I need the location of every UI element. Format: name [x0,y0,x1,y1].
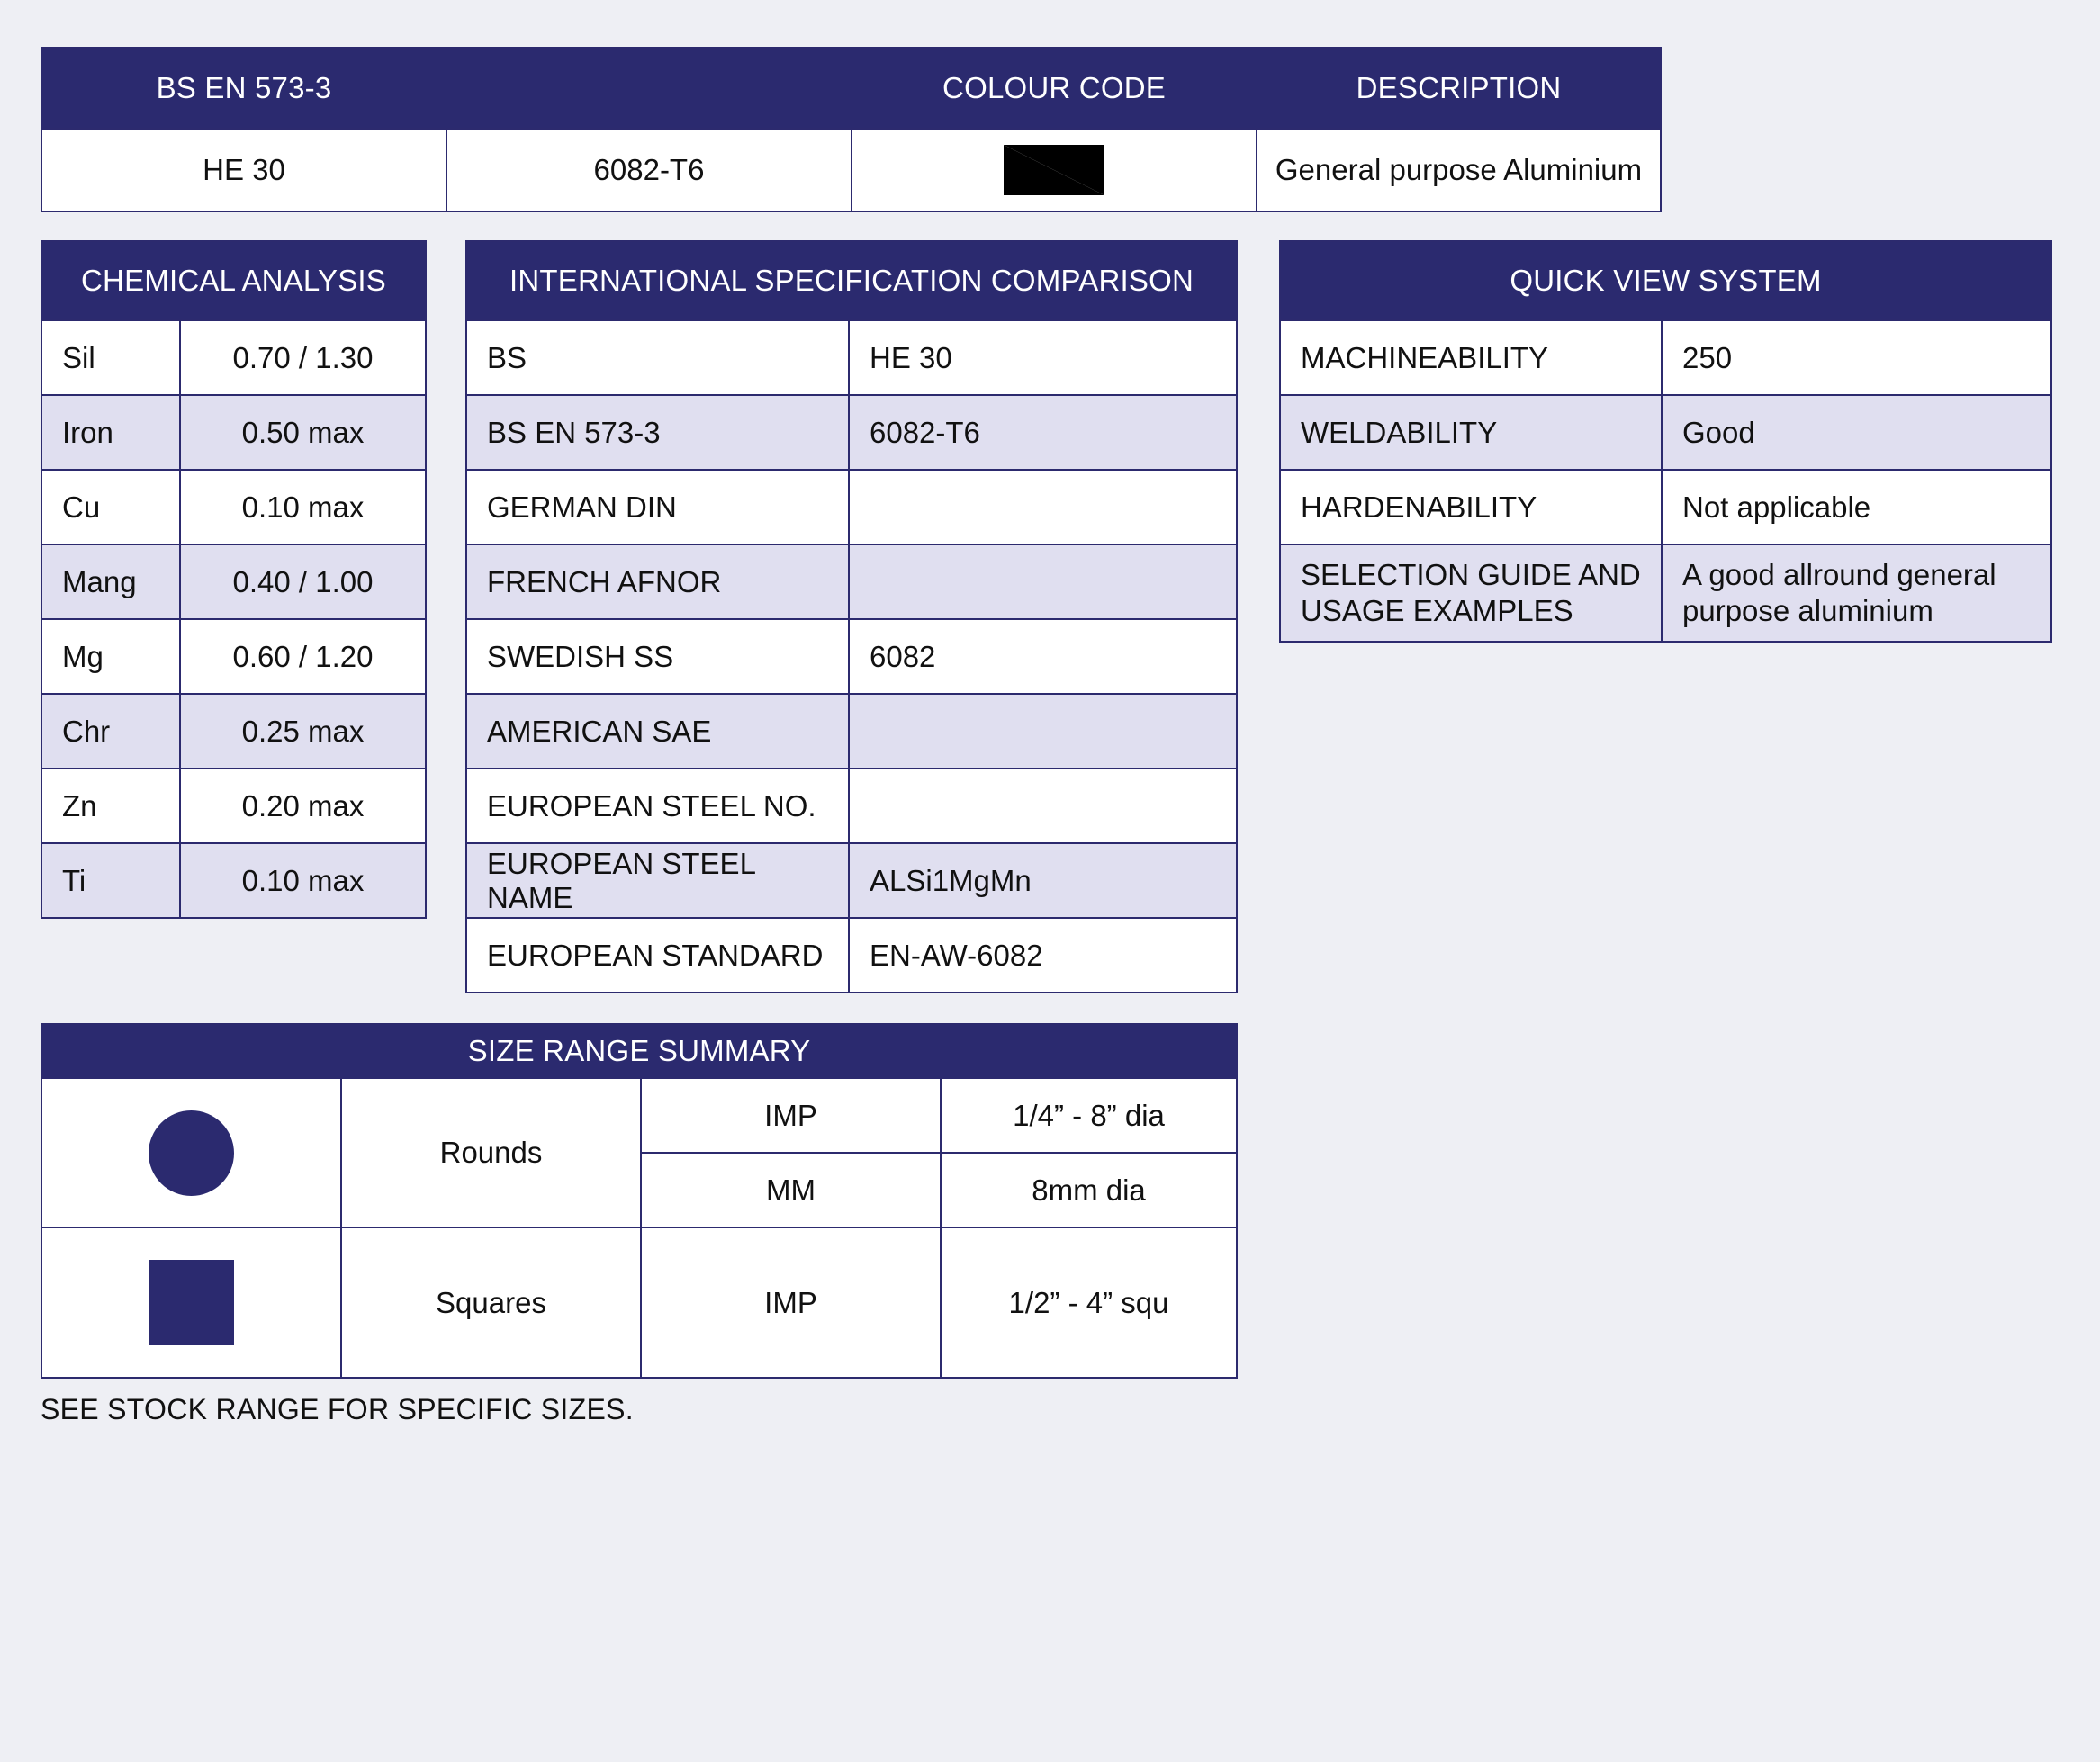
table-row [41,769,426,843]
rounds-imp-unit: IMP [641,1078,941,1153]
header-colour-code: COLOUR CODE [852,48,1257,129]
header-blank [446,48,852,129]
table-row [1280,395,2051,470]
colour-code-cell [852,129,1257,211]
table-row [1280,320,2051,395]
round-bar-icon [149,1110,234,1196]
international-spec-title: INTERNATIONAL SPECIFICATION COMPARISON [466,241,1237,320]
chemical-analysis-title: CHEMICAL ANALYSIS [41,241,426,320]
squares-imp-unit: IMP [641,1227,941,1378]
element-value: 0.50 max [180,395,426,470]
element-value: 0.10 max [180,843,426,918]
element-name: Zn [41,769,180,843]
element-value: 0.10 max [180,470,426,544]
property-name: MACHINEABILITY [1280,320,1662,395]
element-name: Mang [41,544,180,619]
size-range-title: SIZE RANGE SUMMARY [41,1024,1237,1078]
table-row [466,694,1237,769]
spec-value: HE 30 [849,320,1237,395]
table-row [466,918,1237,993]
grade-value: HE 30 [41,129,446,211]
rounds-mm-range: 8mm dia [941,1153,1237,1227]
property-name: SELECTION GUIDE AND USAGE EXAMPLES [1280,544,1662,642]
element-value: 0.20 max [180,769,426,843]
spec-value [849,769,1237,843]
table-row [466,619,1237,694]
property-name: WELDABILITY [1280,395,1662,470]
chemical-analysis-table [41,240,427,919]
table-row [466,320,1237,395]
table-row [466,470,1237,544]
rounds-label: Rounds [341,1078,641,1227]
property-value: Good [1662,395,2051,470]
spec-value: EN-AW-6082 [849,918,1237,993]
spec-name: EUROPEAN STEEL NAME [466,843,849,918]
spec-name: BS [466,320,849,395]
property-value: 250 [1662,320,2051,395]
table-row [41,544,426,619]
element-name: Chr [41,694,180,769]
element-name: Mg [41,619,180,694]
element-value: 0.60 / 1.20 [180,619,426,694]
product-header-table [41,47,1662,212]
rounds-imp-range: 1/4” - 8” dia [941,1078,1237,1153]
spec-name: SWEDISH SS [466,619,849,694]
table-row [41,619,426,694]
element-name: Ti [41,843,180,918]
rounds-mm-unit: MM [641,1153,941,1227]
international-spec-table [465,240,1238,993]
colour-swatch [1004,145,1104,195]
table-row [466,769,1237,843]
alloy-value: 6082-T6 [446,129,852,211]
table-row [41,843,426,918]
property-value: A good allround general purpose aluminium [1662,544,2051,642]
spec-value: ALSi1MgMn [849,843,1237,918]
squares-shape-cell [41,1227,341,1378]
property-value: Not applicable [1662,470,2051,544]
property-name: HARDENABILITY [1280,470,1662,544]
element-name: Cu [41,470,180,544]
stock-range-note: SEE STOCK RANGE FOR SPECIFIC SIZES. [41,1393,634,1425]
element-name: Iron [41,395,180,470]
quick-view-title: QUICK VIEW SYSTEM [1280,241,2051,320]
spec-value: 6082-T6 [849,395,1237,470]
spec-name: EUROPEAN STEEL NO. [466,769,849,843]
table-row [41,694,426,769]
table-row [466,544,1237,619]
spec-name: GERMAN DIN [466,470,849,544]
squares-imp-range: 1/2” - 4” squ [941,1227,1237,1378]
table-row [41,395,426,470]
size-range-table [41,1023,1238,1379]
spec-value: 6082 [849,619,1237,694]
rounds-shape-cell [41,1078,341,1227]
description-value: General purpose Aluminium [1257,129,1661,211]
spec-name: AMERICAN SAE [466,694,849,769]
spec-name: BS EN 573-3 [466,395,849,470]
square-bar-icon [149,1260,234,1345]
table-row [466,843,1237,918]
table-row [1280,544,2051,642]
spec-name: FRENCH AFNOR [466,544,849,619]
squares-label: Squares [341,1227,641,1378]
element-value: 0.25 max [180,694,426,769]
element-value: 0.40 / 1.00 [180,544,426,619]
table-row [466,395,1237,470]
spec-value [849,470,1237,544]
element-name: Sil [41,320,180,395]
header-standard: BS EN 573-3 [41,48,446,129]
quick-view-table [1279,240,2052,643]
spec-value [849,544,1237,619]
element-value: 0.70 / 1.30 [180,320,426,395]
spec-value [849,694,1237,769]
header-description: DESCRIPTION [1257,48,1661,129]
spec-name: EUROPEAN STANDARD [466,918,849,993]
table-row [1280,470,2051,544]
table-row [41,470,426,544]
table-row [41,320,426,395]
